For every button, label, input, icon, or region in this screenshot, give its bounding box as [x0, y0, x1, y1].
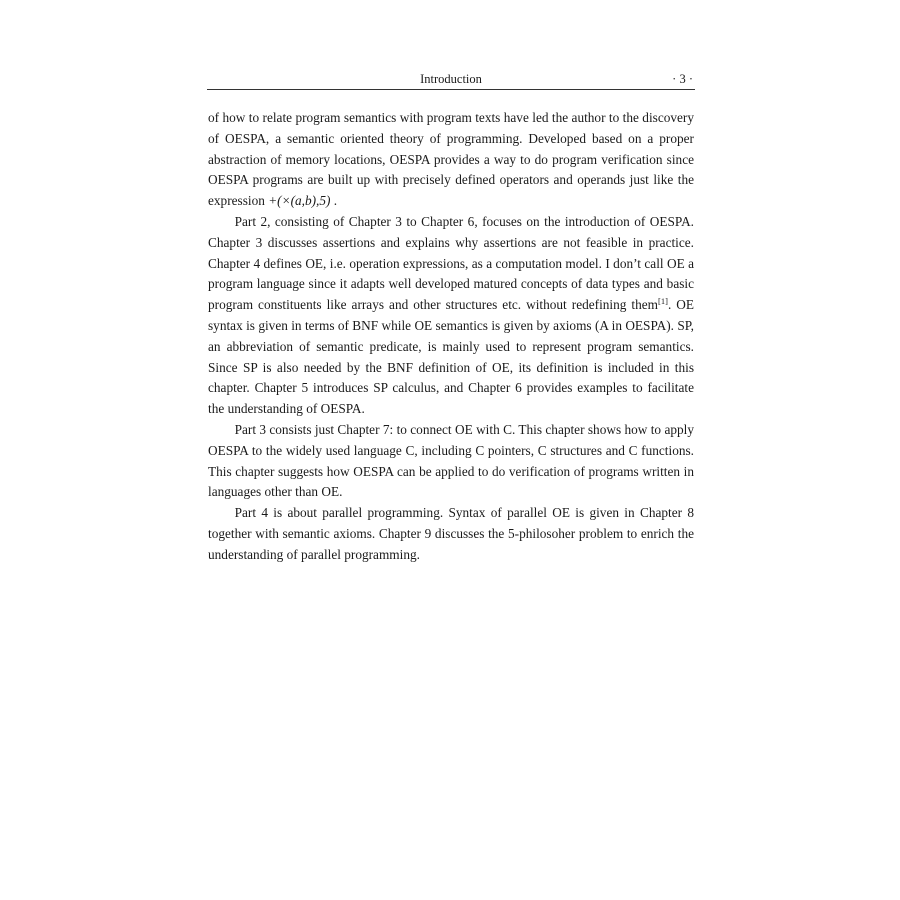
body-text	[208, 108, 694, 566]
math-expression: +(×(a,b),5)	[268, 193, 331, 209]
paragraph-text: Part 2, consisting of Chapter 3 to Chapter 6, focuses on the introduction of OESPA. Chapter 3 discusses assertions and explains why assertions are not feasible in practice. Chapter 4 defines OE, i.e. operation expressions, as a computation model. I don’t call OE a program language since it adapts well developed matured concepts of data types and basic program constituents like arrays and other structures etc. without redefining them	[208, 213, 694, 313]
paragraph-part-4: Part 4 is about parallel programming. Syntax of parallel OE is given in Chapter 8 together with semantic axioms. Chapter 9 discusses the 5-philosoher problem to enrich the understanding of parallel programming.	[208, 505, 694, 562]
paragraph-text: of how to relate program semantics with program texts have led the author to the discovery of OESPA, a semantic oriented theory of programming. Developed based on a proper abstraction of memory locations, OESPA provides a way to do program verification since OESPA programs are built up with precisely defined operators and operands just like the expression	[208, 110, 694, 209]
running-title: Introduction	[420, 72, 482, 86]
paragraph-part-3: Part 3 consists just Chapter 7: to connect OE with C. This chapter shows how to apply OESPA to the widely used language C, including C pointers, C structures and C functions. This chapter suggests how OESPA can be applied to do verification of programs written in languages other than OE.	[208, 421, 694, 500]
paragraph-part-2	[208, 212, 694, 420]
paragraph-continuation	[208, 108, 694, 212]
citation-ref: [1]	[658, 296, 668, 307]
paragraph-text-after: . OE syntax is given in terms of BNF while OE semantics is given by axioms (A in OESPA). SP, an abbreviation of semantic predicate, is mainly used to represent program semantics. Since SP is also needed by the BNF definition of OE, its definition is included in this chapter. Chapter 5 introduces SP calculus, and Chapter 6 provides examples to facilitate the understanding of OESPA.	[208, 297, 694, 417]
paragraph-end: .	[330, 193, 338, 209]
page-number: · 3 ·	[672, 72, 693, 86]
page-header	[207, 72, 695, 90]
